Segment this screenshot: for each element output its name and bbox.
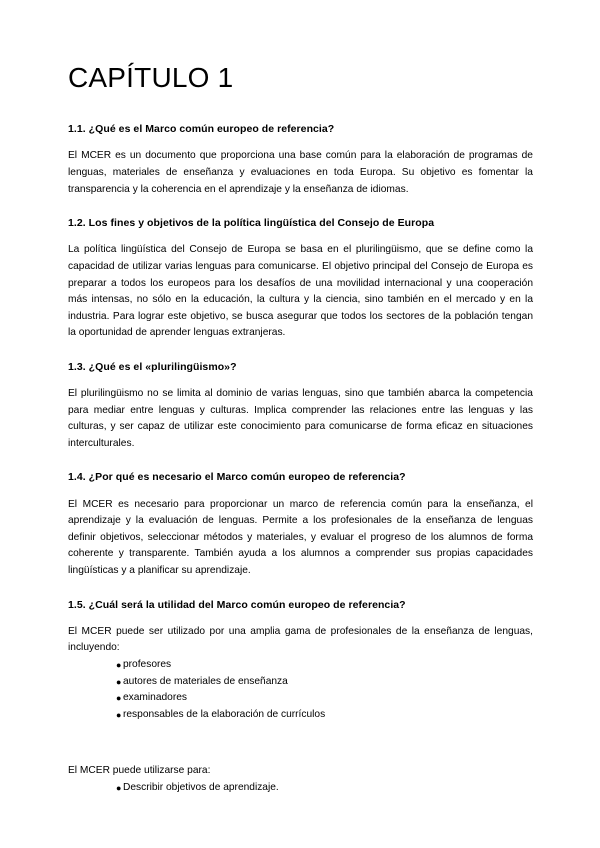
list-item-label: responsables de la elaboración de currículos [123, 708, 326, 720]
bullet-icon: ● [116, 693, 122, 704]
list-item [116, 780, 533, 797]
bullet-icon: ● [116, 782, 122, 793]
section-heading-1-2: 1.2. Los fines y objetivos de la política lingüística del Consejo de Europa [68, 217, 435, 230]
list-item [116, 657, 533, 674]
section-1-3 [68, 360, 533, 453]
section-1-5 [68, 598, 533, 797]
section-heading-1-5: 1.5. ¿Cuál será la utilidad del Marco común europeo de referencia? [68, 598, 406, 611]
list-item-label: Describir objetivos de aprendizaje. [123, 781, 279, 793]
section-paragraph-1-2: La política lingüística del Consejo de Europa se basa en el plurilingüismo, que se define como la capacidad de utilizar varias lenguas para comunicarse. El objetivo principal del Consejo de Europa es preparar a todos los europeos para los desafíos de una movilidad internacional y una cooperación más intensas, no sólo en la educación, la cultura y la ciencia, sino también en el mercado y en la industria. Para lograr este objetivo, se busca asegurar que todos los sectores de la población tengan la oportunidad de aprender lenguas extranjeras. [68, 244, 533, 339]
page-title: CAPÍTULO 1 [68, 62, 234, 93]
bullet-icon: ● [116, 659, 122, 670]
bullet-icon: ● [116, 676, 122, 687]
section-heading-1-4: 1.4. ¿Por qué es necesario el Marco común europeo de referencia? [68, 471, 406, 484]
section-heading-1-1: 1.1. ¿Qué es el Marco común europeo de referencia? [68, 123, 335, 136]
list-item-label: examinadores [123, 692, 187, 704]
section-intro-usage: El MCER puede utilizarse para: [68, 765, 211, 777]
list-item-label: profesores [123, 658, 172, 670]
list-item [116, 674, 533, 691]
section-1-2 [68, 216, 533, 342]
section-paragraph-1-4: El MCER es necesario para proporcionar un marco de referencia común para la enseñanza, el aprendizaje y la evaluación de lenguas. Permite a los profesionales de la enseñanza de lenguas definir objetivos, seleccionar métodos y materiales, y evaluar el progreso de los alumnos de forma coherente y transparente. También ayuda a los alumnos a comprender sus propias capacidades lingüísticas y a planificar su aprendizaje. [68, 498, 533, 576]
section-1-4 [68, 470, 533, 579]
list-spacer [68, 741, 533, 763]
usage-list [68, 780, 533, 797]
section-paragraph-1-3: El plurilingüismo no se limita al dominio de varias lenguas, sino que también abarca la competencia para mediar entre lenguas y culturas. Implica comprender las relaciones entre las lenguas y las culturas, y ser capaz de utilizar este conocimiento para comunicarse de forma eficaz en situaciones interculturales. [68, 388, 533, 449]
list-item-label: autores de materiales de enseñanza [123, 675, 288, 687]
section-heading-1-3: 1.3. ¿Qué es el «plurilingüismo»? [68, 360, 237, 373]
bullet-icon: ● [116, 709, 122, 720]
section-intro-1-5: El MCER puede ser utilizado por una amplia gama de profesionales de la enseñanza de lenguas, incluyendo: [68, 625, 533, 654]
list-item [116, 690, 533, 707]
section-1-1 [68, 122, 533, 198]
section-paragraph-1-1: El MCER es un documento que proporciona una base común para la elaboración de programas de lenguas, materiales de enseñanza y evaluaciones en toda Europa. Su objetivo es fomentar la transparencia y la coherencia en el aprendizaje y la enseñanza de idiomas. [68, 150, 533, 195]
list-item [116, 707, 533, 724]
professionals-list [68, 657, 533, 723]
